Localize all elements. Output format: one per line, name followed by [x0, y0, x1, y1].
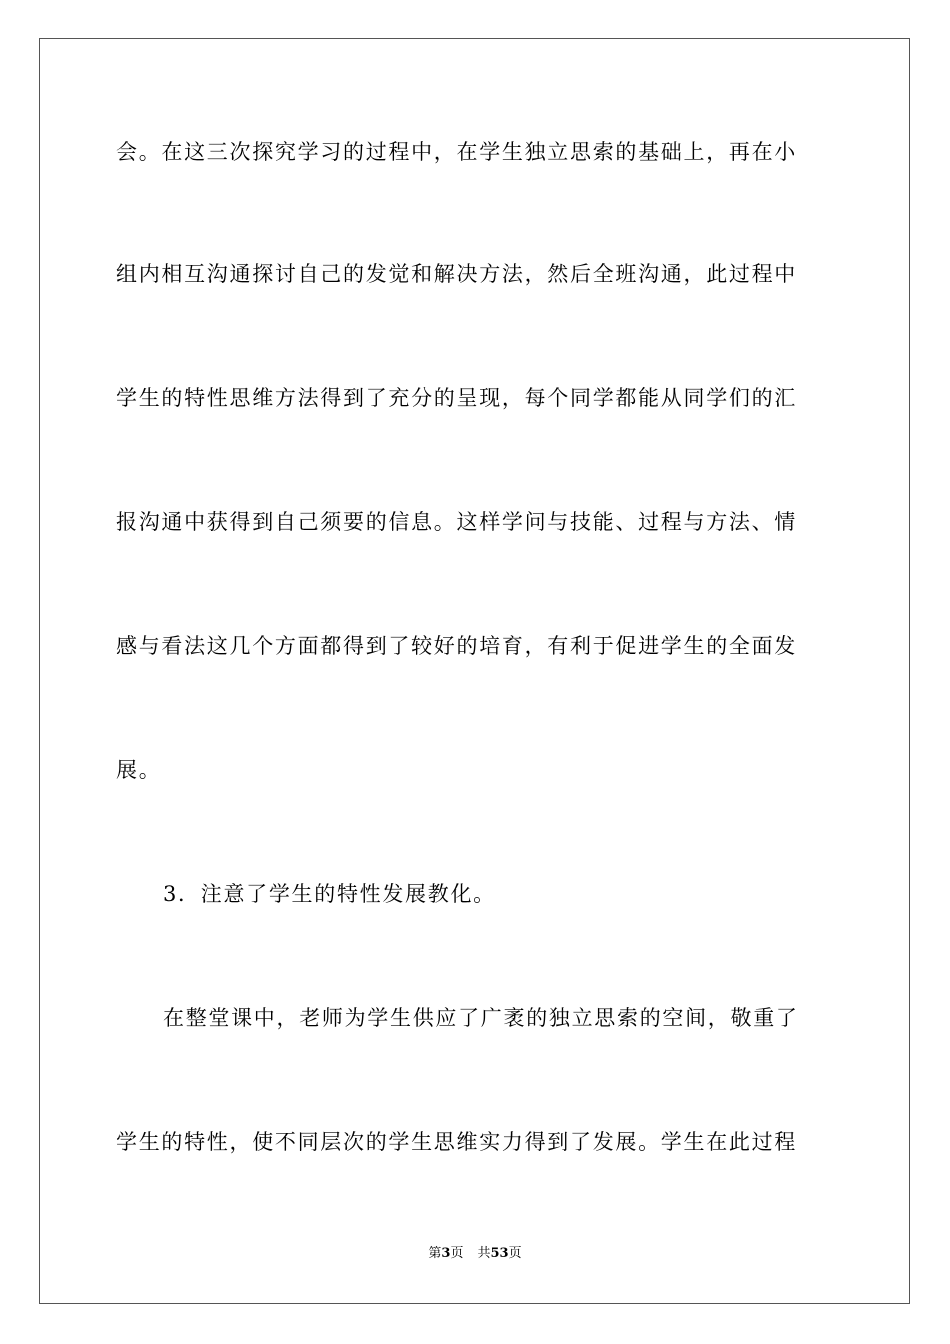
footer-page-prefix: 第: [428, 1246, 442, 1261]
paragraph-line: 学生的特性，使不同层次的学生思维实力得到了发展。学生在此过程: [116, 1130, 797, 1154]
footer-page-suffix: 页: [450, 1246, 464, 1261]
paragraph-line: 学生的特性思维方法得到了充分的呈现，每个同学都能从同学们的汇: [116, 386, 797, 410]
page-footer: [0, 1245, 950, 1263]
page-border: [39, 38, 910, 1304]
footer-total-suffix: 页: [508, 1246, 522, 1261]
footer-total-prefix: 共: [477, 1246, 491, 1261]
paragraph-line: 会。在这三次探究学习的过程中，在学生独立思索的基础上，再在小: [116, 140, 797, 164]
paragraph-line: 展。: [116, 758, 162, 782]
paragraph-line: 报沟通中获得到自己须要的信息。这样学问与技能、过程与方法、情: [116, 510, 797, 534]
paragraph-line: 组内相互沟通探讨自己的发觉和解决方法，然后全班沟通，此过程中: [116, 262, 797, 286]
paragraph-line: 感与看法这几个方面都得到了较好的培育，有利于促进学生的全面发: [116, 634, 797, 658]
footer-page-number: 3: [441, 1246, 451, 1261]
footer-total-pages: 53: [490, 1246, 509, 1261]
section-heading: 3．注意了学生的特性发展教化。: [163, 882, 496, 906]
paragraph-line: 在整堂课中，老师为学生供应了广袤的独立思索的空间，敬重了: [163, 1006, 799, 1030]
